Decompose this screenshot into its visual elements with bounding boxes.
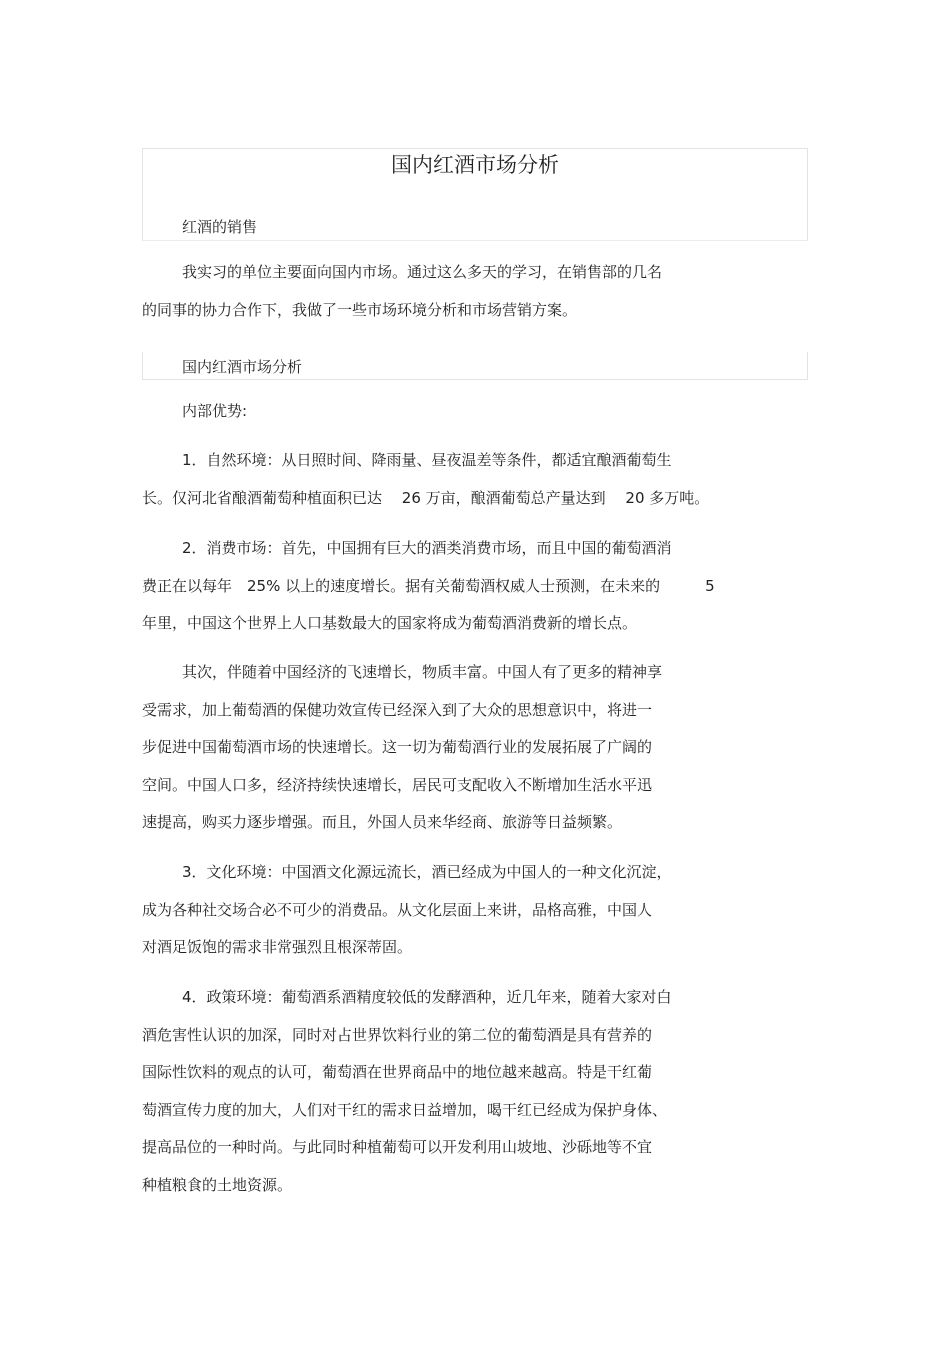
paragraph-line: 其次，伴随着中国经济的飞速增长，物质丰富。中国人有了更多的精神享 [182, 663, 663, 681]
paragraph-consumer-market [142, 530, 822, 643]
paragraph-line: 种植粮食的土地资源。 [142, 1175, 293, 1194]
paragraph-line: 国际性饮料的观点的认可，葡萄酒在世界商品中的地位越来越高。特是干红葡 [142, 1063, 653, 1082]
paragraph-natural-environment [142, 442, 822, 517]
paragraph-line: 4．政策环境：葡萄酒系酒精度较低的发酵酒种，近几年来，随着大家对白 [182, 988, 672, 1006]
paragraph-line: 费正在以每年 25% 以上的速度增长。据有关葡萄酒权威人士预测，在未来的 5 [142, 576, 715, 595]
paragraph-line: 年里，中国这个世界上人口基数最大的国家将成为葡萄酒消费新的增长点。 [142, 614, 638, 633]
paragraph-line: 受需求，加上葡萄酒的保健功效宣传已经深入到了大众的思想意识中，将进一 [142, 700, 653, 719]
intro-line: 的同事的协力合作下，我做了一些市场环境分析和市场营销方案。 [142, 300, 578, 319]
paragraph-line: 速提高，购买力逐步增强。而且，外国人员来华经商、旅游等日益频繁。 [142, 813, 623, 832]
paragraph-line: 提高品位的一种时尚。与此同时种植葡萄可以开发利用山坡地、沙砾地等不宜 [142, 1138, 653, 1157]
subheading-internal-advantages: 内部优势: [182, 402, 248, 420]
section-heading-sales: 红酒的销售 [182, 218, 258, 236]
paragraph-economic-growth [142, 654, 822, 842]
paragraph-line: 成为各种社交场合必不可少的消费品。从文化层面上来讲，品格高雅，中国人 [142, 900, 653, 919]
intro-paragraph [142, 254, 822, 329]
document-title: 国内红酒市场分析 [391, 153, 559, 177]
paragraph-line: 步促进中国葡萄酒市场的快速增长。这一切为葡萄酒行业的发展拓展了广阔的 [142, 738, 653, 757]
paragraph-line: 酒危害性认识的加深，同时对占世界饮料行业的第二位的葡萄酒是具有营养的 [142, 1025, 653, 1044]
paragraph-line: 空间。中国人口多，经济持续快速增长，居民可支配收入不断增加生活水平迅 [142, 775, 653, 794]
paragraph-line: 2．消费市场：首先，中国拥有巨大的酒类消费市场，而且中国的葡萄酒消 [182, 539, 672, 557]
paragraph-line: 萄酒宣传力度的加大，人们对干红的需求日益增加，喝干红已经成为保护身体、 [142, 1100, 668, 1119]
paragraph-line: 1．自然环境：从日照时间、降雨量、昼夜温差等条件，都适宜酿酒葡萄生 [182, 451, 672, 469]
paragraph-cultural-environment [142, 854, 822, 967]
section-heading-market-analysis: 国内红酒市场分析 [182, 358, 303, 376]
paragraph-policy-environment [142, 979, 822, 1205]
paragraph-line: 3．文化环境：中国酒文化源远流长，酒已经成为中国人的一种文化沉淀， [182, 863, 672, 881]
paragraph-line: 对酒足饭饱的需求非常强烈且根深蒂固。 [142, 938, 413, 957]
intro-line: 我实习的单位主要面向国内市场。通过这么多天的学习，在销售部的几名 [182, 263, 663, 281]
paragraph-line: 长。仅河北省酿酒葡萄种植面积已达 26 万亩，酿酒葡萄总产量达到 20 多万吨。 [142, 488, 710, 507]
